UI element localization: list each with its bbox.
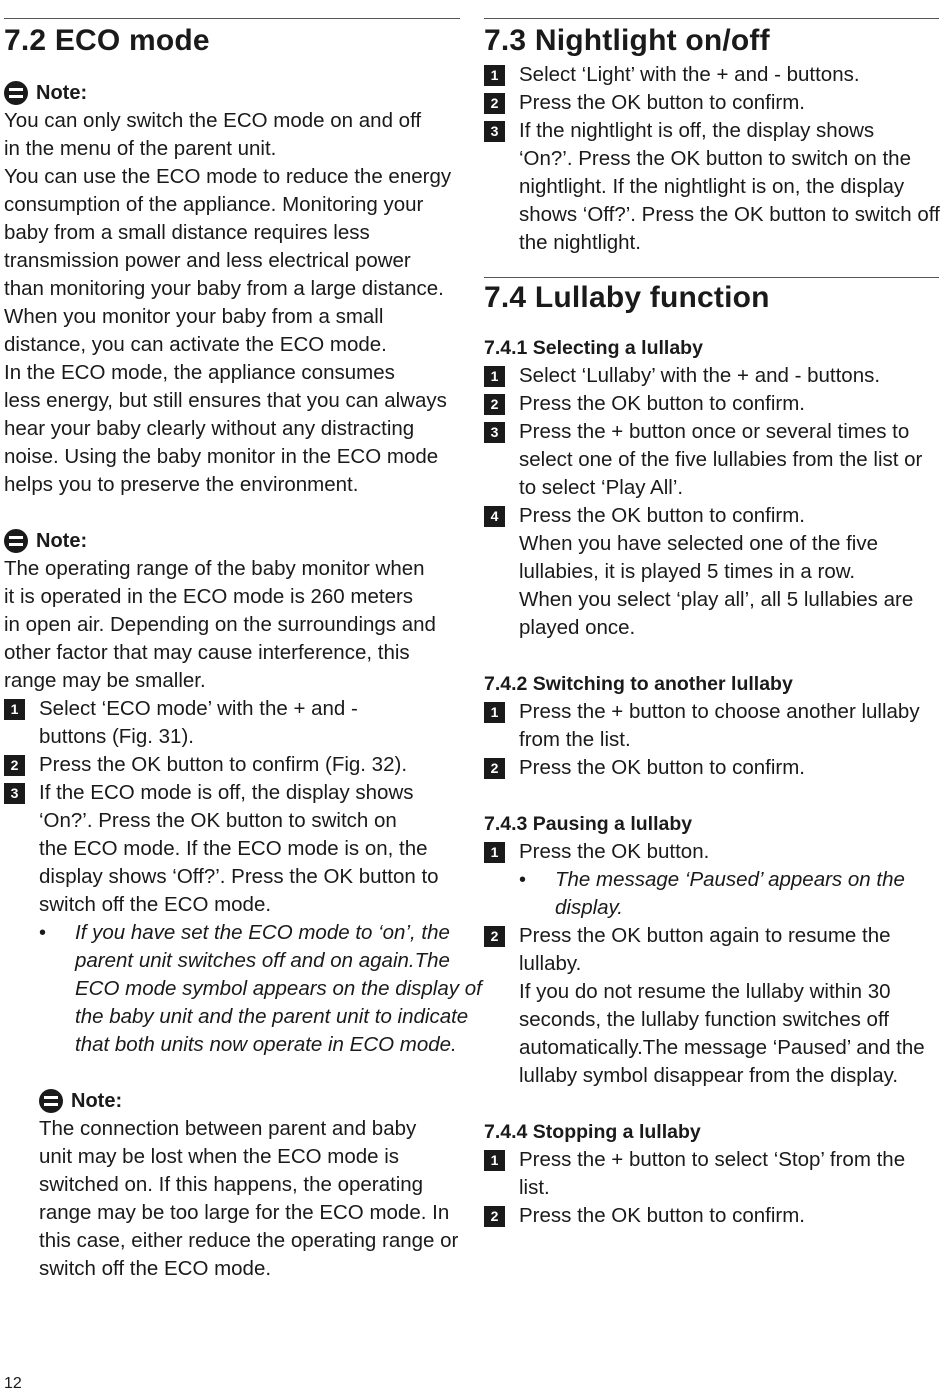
- step-text: Press the OK button to confirm.: [519, 1204, 805, 1227]
- step-number: 2: [484, 394, 505, 415]
- nightlight-steps: [484, 61, 939, 257]
- note-text: You can only switch the ECO mode on and off in the menu of the parent unit. You can use the ECO mode to reduce the energy consumption of the appliance. Monitoring your baby from a small distance requires less transmission power and less electrical power than monitoring your baby from a large distance. When you monitor your baby from a small distance, you can activate the ECO mode. In the ECO mode, the appliance consumes less energy, but still ensures that you can always hear your baby clearly without any distracting noise. Using the baby monitor in the ECO mode helps you to preserve the environment.: [4, 109, 452, 496]
- step-item: [484, 117, 939, 257]
- step-number: 3: [4, 783, 25, 804]
- step-item: [484, 698, 939, 754]
- step-item: [484, 502, 939, 642]
- step-number: 4: [484, 506, 505, 527]
- step-number: 3: [484, 121, 505, 142]
- note-label: Note:: [36, 530, 88, 552]
- step-text: Press the OK button to confirm.: [519, 756, 805, 779]
- step-text: Select ‘Light’ with the + and - buttons.: [519, 63, 860, 86]
- bullet-text: The message ‘Paused’ appears on the display.: [555, 868, 905, 919]
- note-icon: [39, 1089, 63, 1113]
- step-text: Press the + button to choose another lullaby from the list.: [519, 700, 920, 751]
- page-number: 12: [4, 1375, 22, 1392]
- selecting-steps: [484, 362, 939, 642]
- step-text: Press the OK button to confirm.: [519, 392, 805, 415]
- step-text: If the nightlight is off, the display shows ‘On?’. Press the OK button to switch on the nightlight. If the nightlight is on, the display shows ‘Off?’. Press the OK button to switch off the nightlight.: [519, 119, 940, 254]
- subsection-heading: 7.4.3 Pausing a lullaby: [484, 813, 693, 835]
- switching-steps: [484, 698, 939, 782]
- step-text: Press the OK button to confirm (Fig. 32).: [39, 753, 408, 776]
- bullet-item: [519, 866, 939, 922]
- step-text: If the ECO mode is off, the display shows ‘On?’. Press the OK button to switch on the ECO mode. If the ECO mode is on, the display shows ‘Off?’. Press the OK button to switch off the ECO mode.: [39, 781, 439, 916]
- step-text: Press the OK button again to resume the lullaby. If you do not resume the lullaby within 30 seconds, the lullaby function switches off automatically.The message ‘Paused’ and the lullaby symbol disappear from the display.: [519, 924, 925, 1087]
- pausing-steps: [484, 838, 939, 1090]
- note-label: Note:: [36, 82, 88, 104]
- step-number: 1: [484, 366, 505, 387]
- step-item: [4, 695, 460, 751]
- indented-note: [39, 1087, 460, 1283]
- bullet-item: [39, 919, 482, 1059]
- note-heading: [4, 79, 460, 107]
- subsection-heading: 7.4.4 Stopping a lullaby: [484, 1121, 701, 1143]
- left-column: [4, 0, 482, 1283]
- section-title-nightlight: 7.3 Nightlight on/off: [484, 24, 770, 57]
- step-number: 1: [484, 65, 505, 86]
- step-item: [484, 838, 939, 866]
- step-number: 2: [484, 758, 505, 779]
- step-number: 1: [484, 1150, 505, 1171]
- step-text: Press the OK button to confirm.: [519, 91, 805, 114]
- note-heading: [4, 527, 460, 555]
- note-icon: [4, 529, 28, 553]
- subsection-heading: 7.4.2 Switching to another lullaby: [484, 673, 793, 695]
- step-text: Press the OK button.: [519, 840, 710, 863]
- step-item: [484, 1202, 939, 1230]
- step-item: [4, 751, 460, 779]
- step-text: Press the OK button to confirm. When you have selected one of the five lullabies, it is played 5 times in a row. When you select ‘play all’, all 5 lullabies are played once.: [519, 504, 914, 639]
- section-title-lullaby: 7.4 Lullaby function: [484, 281, 770, 314]
- step-item: [484, 89, 939, 117]
- step-item: [484, 418, 939, 502]
- note-heading: [39, 1087, 460, 1115]
- step-number: 1: [4, 699, 25, 720]
- section-rule: [4, 18, 460, 19]
- note-text: The operating range of the baby monitor when it is operated in the ECO mode is 260 meters in open air. Depending on the surroundings and other factor that may cause interference, this range may be smaller.: [4, 557, 436, 692]
- step-text: Press the + button to select ‘Stop’ from the list.: [519, 1148, 906, 1199]
- section-title-eco-mode: 7.2 ECO mode: [4, 24, 210, 57]
- step-item: [484, 61, 939, 89]
- step-text: Select ‘Lullaby’ with the + and - buttons.: [519, 364, 881, 387]
- step-number: 3: [484, 422, 505, 443]
- step-number: 2: [484, 93, 505, 114]
- step-item: [484, 390, 939, 418]
- section-rule: [484, 18, 939, 19]
- stopping-steps: [484, 1146, 939, 1230]
- step-number: 2: [484, 926, 505, 947]
- eco-steps: [4, 695, 482, 1059]
- step-number: 2: [4, 755, 25, 776]
- note-icon: [4, 81, 28, 105]
- right-column: [484, 0, 939, 1230]
- step-number: 2: [484, 1206, 505, 1227]
- step-text: Press the + button once or several times to select one of the five lullabies from the list or to select ‘Play All’.: [519, 420, 923, 499]
- step-item: [4, 779, 460, 919]
- note-text: The connection between parent and baby unit may be lost when the ECO mode is switched on. If this happens, the operating range may be too large for the ECO mode. In this case, either reduce the operating range or switch off the ECO mode.: [39, 1117, 459, 1280]
- bullet-symbol: •: [519, 869, 527, 891]
- bullet-text: If you have set the ECO mode to ‘on’, the parent unit switches off and on again.The ECO mode symbol appears on the display of the baby unit and the parent unit to indicate that both units now operate in ECO mode.: [75, 921, 482, 1056]
- step-item: [484, 922, 939, 1090]
- step-item: [484, 362, 939, 390]
- step-text: Select ‘ECO mode’ with the + and - buttons (Fig. 31).: [39, 697, 358, 748]
- bullet-symbol: •: [39, 922, 47, 944]
- step-item: [484, 1146, 939, 1202]
- note-label: Note:: [71, 1090, 123, 1112]
- step-item: [484, 754, 939, 782]
- step-number: 1: [484, 842, 505, 863]
- step-number: 1: [484, 702, 505, 723]
- subsection-heading: 7.4.1 Selecting a lullaby: [484, 337, 703, 359]
